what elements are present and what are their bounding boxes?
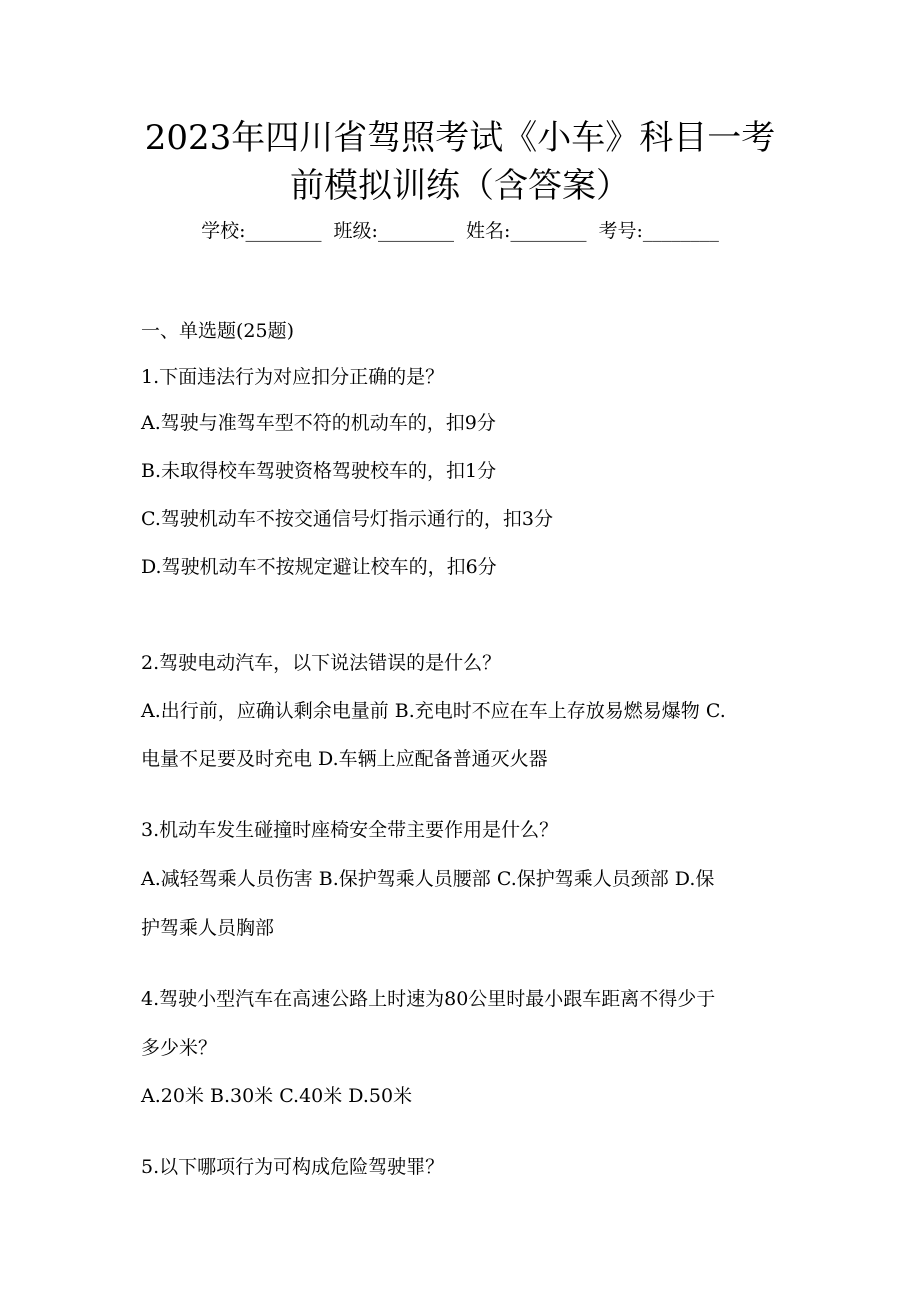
question-1-option-d: D.驾驶机动车不按规定避让校车的，扣6分: [141, 556, 497, 578]
question-5: 5.以下哪项行为可构成危险驾驶罪？: [141, 1156, 445, 1178]
question-4-options: A.20米 B.30米 C.40米 D.50米: [141, 1085, 413, 1107]
question-2-options-line-1: A.出行前，应确认剩余电量前 B.充电时不应在车上存放易燃易爆物 C.: [141, 700, 726, 722]
question-3: 3.机动车发生碰撞时座椅安全带主要作用是什么？: [141, 819, 559, 841]
document-title-line-1: 2023年四川省驾照考试《小车》科目一考: [144, 118, 776, 158]
question-4-line-2: 多少米？: [141, 1037, 218, 1059]
document-title-line-2: 前模拟训练（含答案）: [290, 166, 630, 206]
question-1: 1.下面违法行为对应扣分正确的是？: [141, 366, 445, 388]
question-1-option-b: B.未取得校车驾驶资格驾驶校车的，扣1分: [141, 460, 497, 482]
question-3-options-line-2: 护驾乘人员胸部: [141, 917, 275, 939]
question-3-options-line-1: A.减轻驾乘人员伤害 B.保护驾乘人员腰部 C.保护驾乘人员颈部 D.保: [141, 868, 715, 890]
question-2: 2.驾驶电动汽车，以下说法错误的是什么？: [141, 652, 502, 674]
student-info-line: 学校:________ 班级:________ 姓名:________ 考号:________: [201, 220, 719, 242]
question-1-option-c: C.驾驶机动车不按交通信号灯指示通行的，扣3分: [141, 508, 553, 530]
question-4-line-1: 4.驾驶小型汽车在高速公路上时速为80公里时最小跟车距离不得少于: [141, 988, 716, 1010]
question-1-option-a: A.驾驶与准驾车型不符的机动车的，扣9分: [141, 412, 496, 434]
question-2-options-line-2: 电量不足要及时充电 D.车辆上应配备普通灭火器: [141, 748, 548, 770]
section-heading: 一、单选题(25题): [141, 320, 295, 342]
